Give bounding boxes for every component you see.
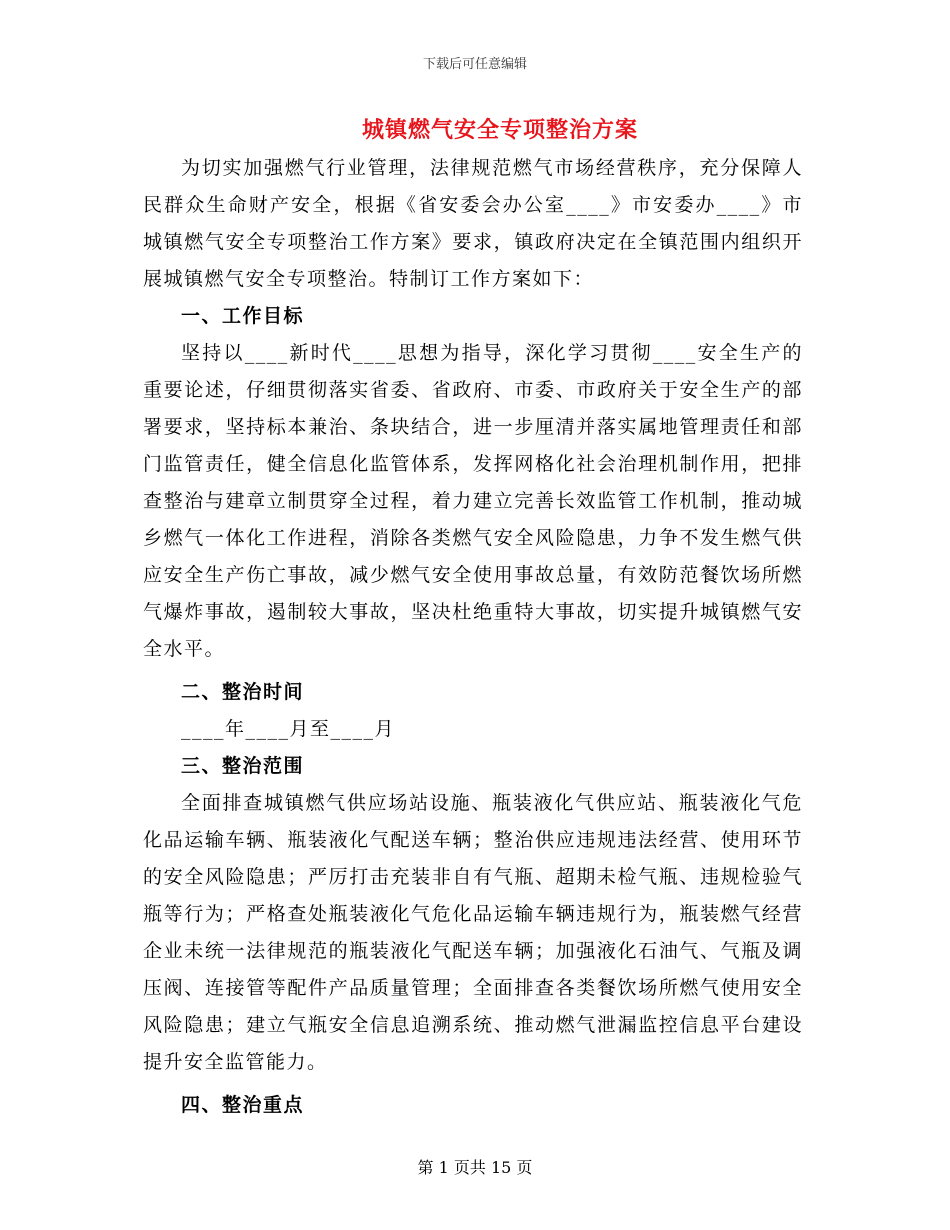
section-heading-time: 二、整治时间 — [181, 681, 305, 703]
section-heading-scope: 三、整治范围 — [181, 755, 305, 777]
section-body-scope: 全面排查城镇燃气供应场站设施、瓶装液化气供应站、瓶装液化气危化品运输车辆、瓶装液化气配送车辆；整治供应违规违法经营、使用环节的安全风险隐患；严厉打击充装非自有气瓶、超期未检气瓶、违规检验气瓶等行为；严格查处瓶装液化气危化品运输车辆违规行为，瓶装燃气经营企业未统一法律规范的瓶装液化气配送车辆；加强液化石油气、气瓶及调压阀、连接管等配件产品质量管理；全面排查各类餐饮场所燃气使用安全风险隐患；建立气瓶安全信息追溯系统、推动燃气泄漏监控信息平台建设提升安全监管能力。 — [143, 792, 803, 1073]
page-number: 第 1 页共 15 页 — [417, 1158, 533, 1177]
document-title: 城镇燃气安全专项整治方案 — [361, 117, 638, 143]
document-body — [143, 150, 803, 1124]
page-header-note: 下载后可任意编辑 — [422, 57, 527, 72]
section-heading-goals: 一、工作目标 — [181, 305, 305, 327]
section-body-goals: 坚持以____新时代____思想为指导，深化学习贯彻____安全生产的重要论述，仔细贯彻落实省委、省政府、市委、市政府关于安全生产的部署要求，坚持标本兼治、条块结合，进一步厘清并落实属地管理责任和部门监管责任，健全信息化监管体系，发挥网格化社会治理机制作用，把排查整治与建章立制贯穿全过程，着力建立完善长效监管工作机制，推动城乡燃气一体化工作进程，消除各类燃气安全风险隐患，力争不发生燃气供应安全生产伤亡事故，减少燃气安全使用事故总量，有效防范餐饮场所燃气爆炸事故，遏制较大事故，坚决杜绝重特大事故，切实提升城镇燃气安全水平。 — [143, 342, 803, 660]
section-body-time: ____年____月至____月 — [181, 718, 396, 740]
intro-paragraph: 为切实加强燃气行业管理，法律规范燃气市场经营秩序，充分保障人民群众生命财产安全，根据《省安委会办公室____》市安委办____》市城镇燃气安全专项整治工作方案》要求，镇政府决定在全镇范围内组织开展城镇燃气安全专项整治。特制订工作方案如下： — [143, 157, 803, 290]
section-heading-focus: 四、整治重点 — [181, 1094, 305, 1116]
